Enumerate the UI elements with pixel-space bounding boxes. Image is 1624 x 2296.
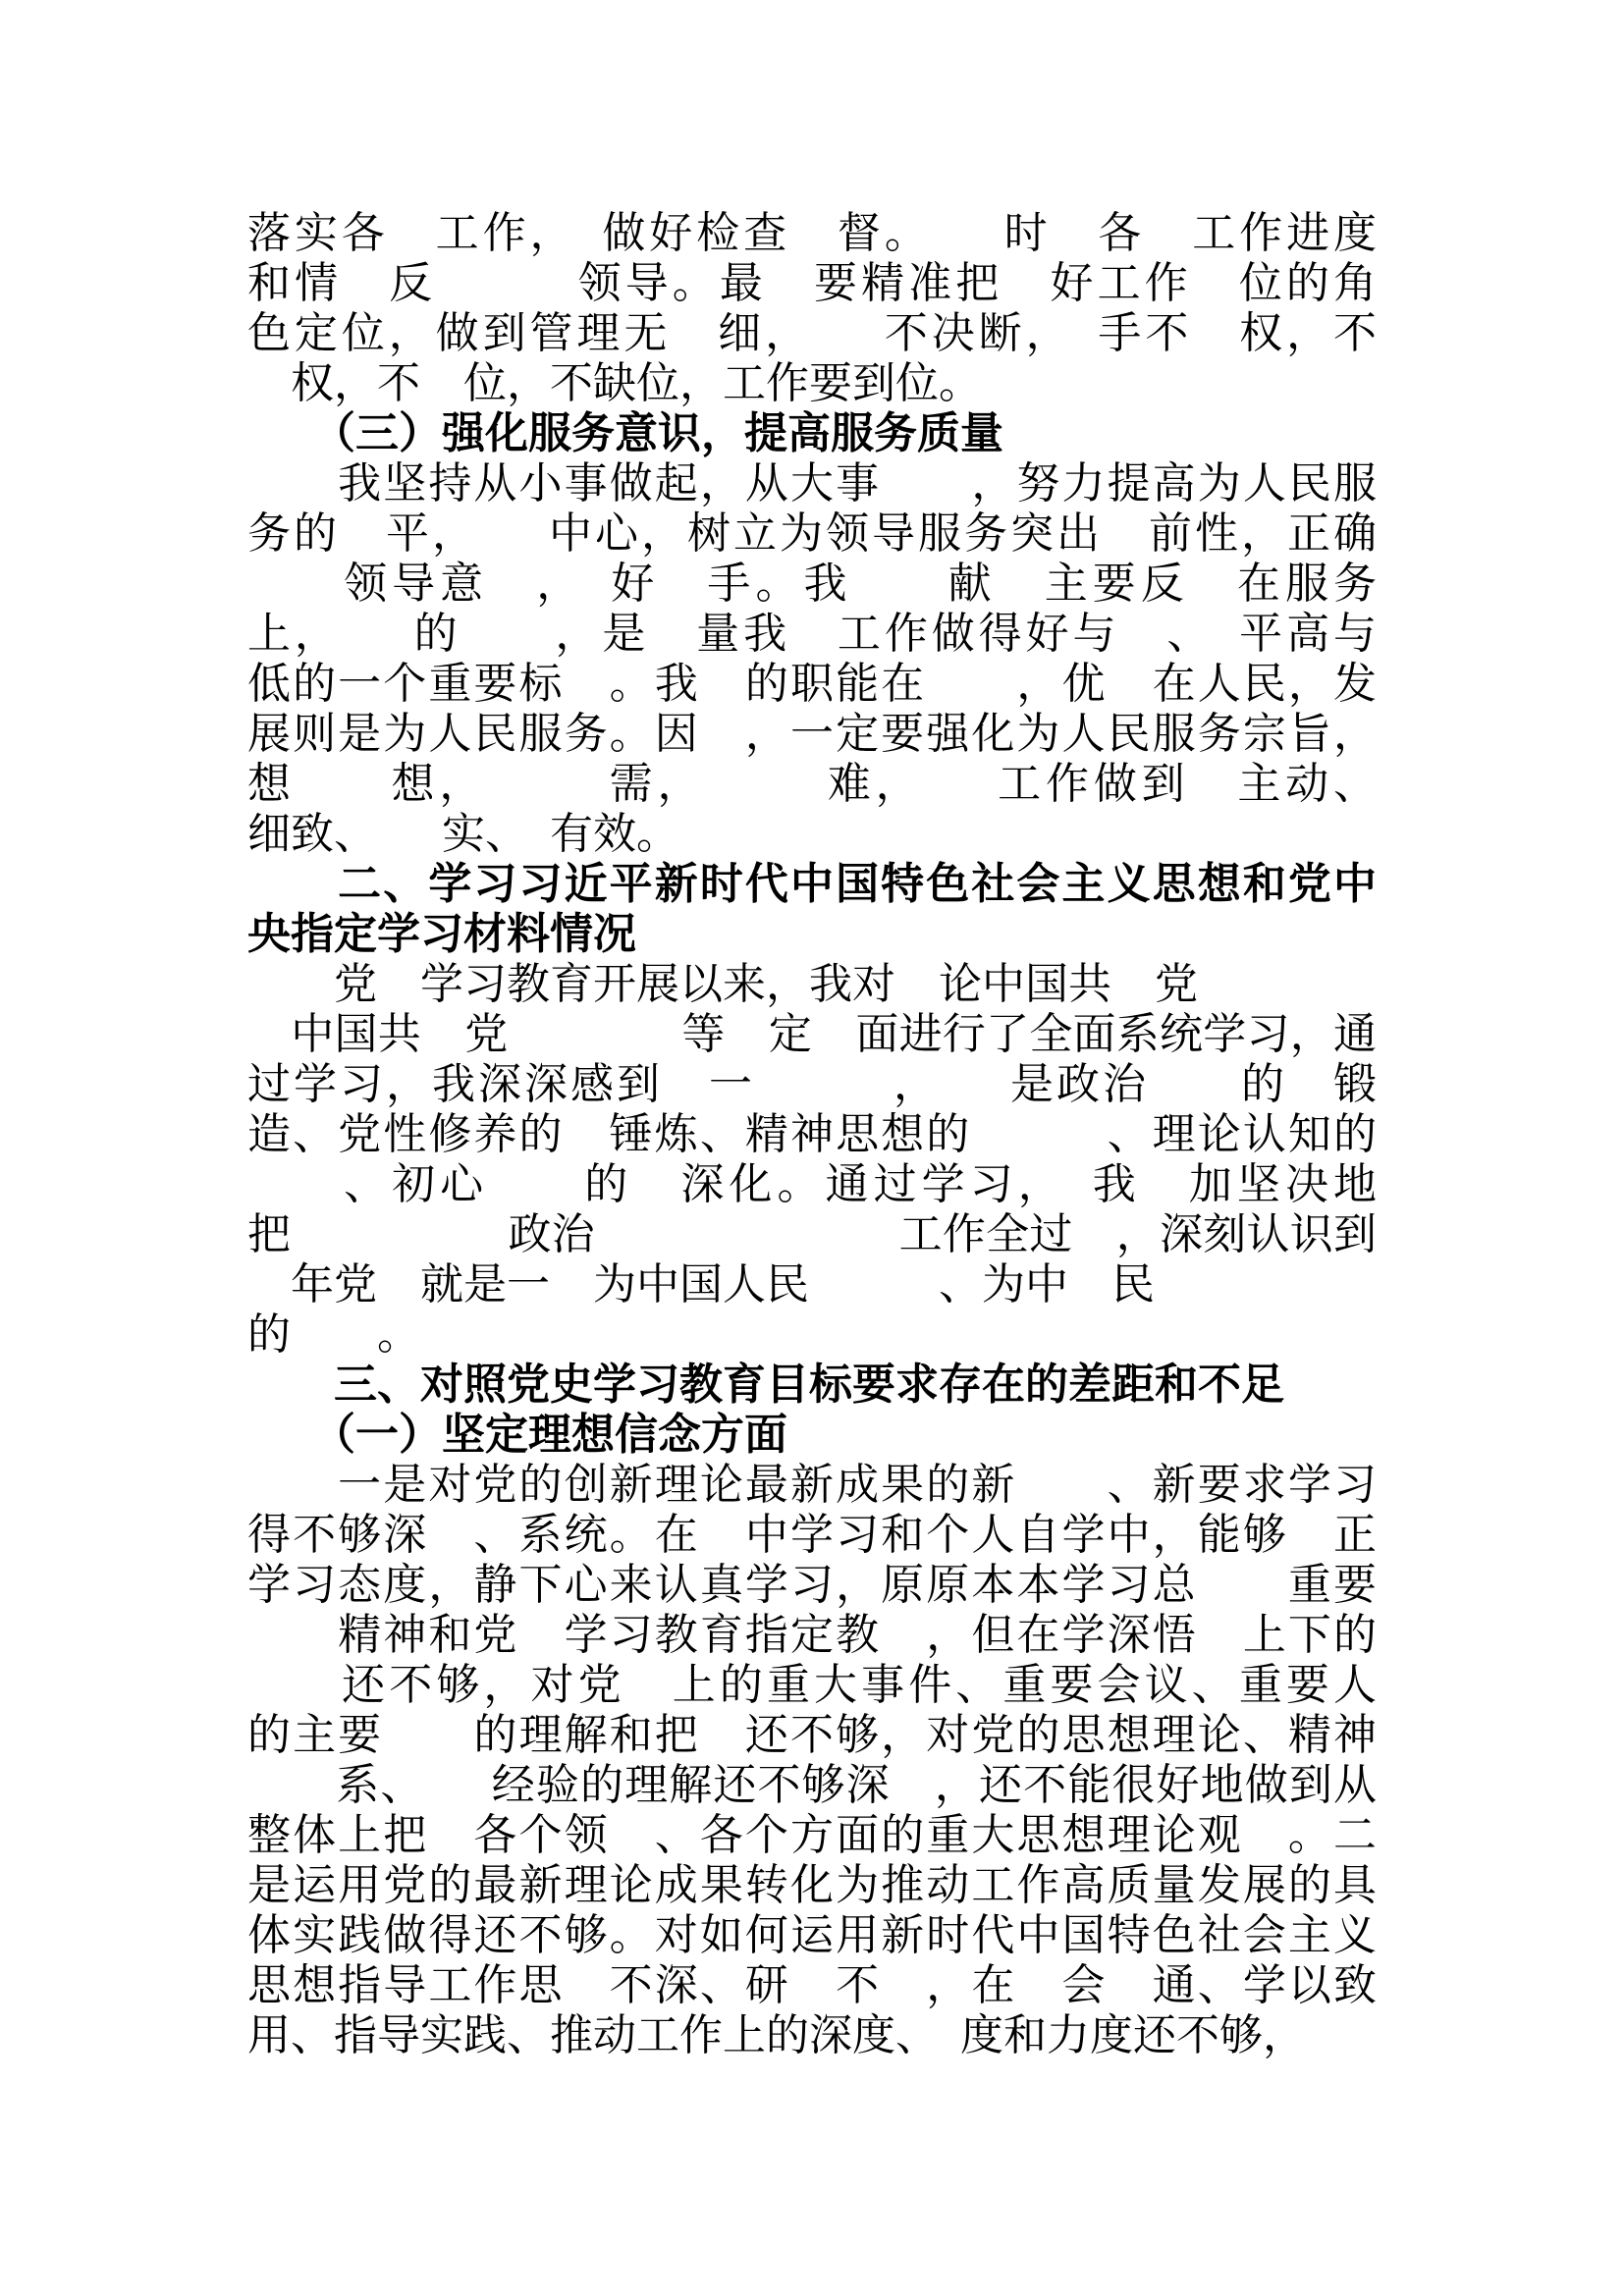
text-line: 我坚持从小事做起，从大事 ，努力提高为人民服 <box>247 459 1377 507</box>
text-line: 、初心 的 深化。通过学习， 我 加坚决地 <box>247 1160 1377 1208</box>
text-line: 一是对党的创新理论最新成果的新 、新要求学习 <box>247 1461 1377 1509</box>
text-line: 中国共 党 等 定 面进行了全面系统学习，通 <box>247 1010 1377 1058</box>
text-line: 和情 反 领导。最 要精准把 好工作 位的角 <box>247 259 1377 307</box>
text-line: 得不够深 、系统。在 中学习和个人自学中，能够 正 <box>247 1511 1377 1559</box>
text-line: 低的一个重要标 。我 的职能在 ，优 在人民，发 <box>247 660 1377 708</box>
text-line: 体实践做得还不够。对如何运用新时代中国特色社会主义 <box>247 1911 1377 1959</box>
text-line: 精神和党 学习教育指定教 ，但在学深悟 上下的 <box>247 1611 1377 1659</box>
text-line: 展则是为人民服务。因 ，一定要强化为人民服务宗旨， <box>247 710 1377 758</box>
text-line: 思想指导工作思 不深、研 不 ，在 会 通、学以致 <box>247 1961 1377 2009</box>
heading-line: 央指定学习材料情况 <box>247 910 636 958</box>
text-line: 党 学习教育开展以来，我对 论中国共 党 <box>247 960 1198 1008</box>
text-line: 系、 经验的理解还不够深 ，还不能很好地做到从 <box>247 1761 1377 1809</box>
text-line: 把 政治 工作全过 ，深刻认识到 <box>247 1210 1377 1258</box>
heading-line: 三、对照党史学习教育目标要求存在的差距和不足 <box>247 1361 1284 1409</box>
text-line: 权，不 位，不缺位，工作要到位。 <box>247 359 982 407</box>
heading-line: 二、学习习近平新时代中国特色社会主义思想和党中 <box>247 860 1377 908</box>
text-line: 落实各 工作， 做好检查 督。 时 各 工作进度 <box>247 209 1377 257</box>
text-line: 过学习，我深深感到 一 ， 是政治 的 锻 <box>247 1060 1377 1108</box>
text-line: 细致、 实、 有效。 <box>247 810 679 858</box>
text-line: 想 想， 需， 难， 工作做到 主动、 <box>247 760 1377 808</box>
heading-line: （三）强化服务意识，提高服务质量 <box>247 409 1003 457</box>
text-line: 是运用党的最新理论成果转化为推动工作高质量发展的具 <box>247 1861 1377 1909</box>
text-line: 造、党性修养的 锤炼、精神思想的 、理论认知的 <box>247 1110 1377 1158</box>
heading-line: （一）坚定理想信念方面 <box>247 1411 787 1459</box>
text-line: 学习态度，静下心来认真学习，原原本本学习总 重要 <box>247 1561 1377 1609</box>
text-line: 用、指导实践、推动工作上的深度、 度和力度还不够， <box>247 2011 1306 2059</box>
text-line: 务的 平， 中心，树立为领导服务突出 前性，正确 <box>247 509 1377 558</box>
text-line: 领导意 ， 好 手。我 献 主要反 在服务 <box>247 560 1377 608</box>
text-line: 的主要 的理解和把 还不够，对党的思想理论、精神 <box>247 1711 1377 1759</box>
text-line: 的 。 <box>247 1310 420 1359</box>
text-line: 年党 就是一 为中国人民 、为中 民 <box>247 1260 1155 1308</box>
text-line: 色定位，做到管理无 细， 不决断， 手不 权，不 <box>247 309 1377 357</box>
text-line: 还不够，对党 上的重大事件、重要会议、重要人 <box>247 1661 1377 1709</box>
text-line: 整体上把 各个领 、各个方面的重大思想理论观 。二 <box>247 1811 1377 1859</box>
text-line: 上， 的 ，是 量我 工作做得好与 、 平高与 <box>247 610 1377 658</box>
text-block <box>247 208 1377 2060</box>
